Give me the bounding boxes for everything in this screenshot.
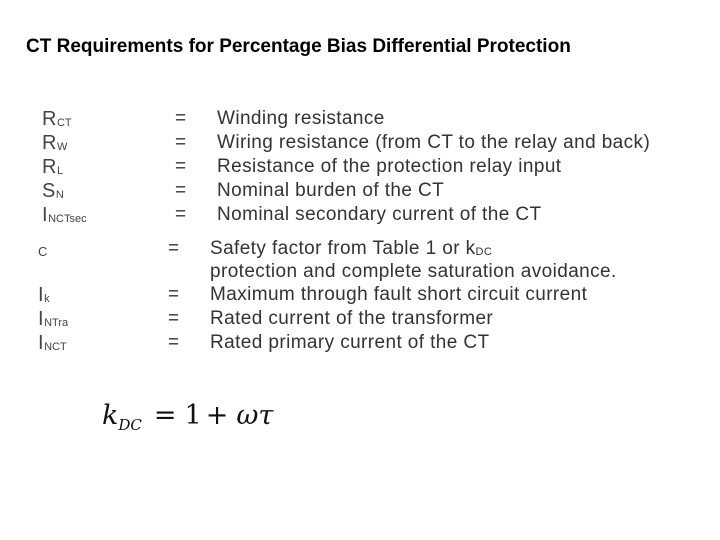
- definition-text: Nominal secondary current of the CT: [217, 204, 542, 225]
- symbol: [38, 308, 68, 331]
- equals-sign: =: [168, 332, 180, 353]
- symbol-letter: I: [38, 332, 45, 354]
- symbol-subscript: W: [56, 141, 68, 153]
- formula-omega-tau: ωτ: [236, 400, 274, 431]
- definition-text: [210, 238, 492, 260]
- symbol: [42, 180, 64, 203]
- definition-text: Resistance of the protection relay input: [217, 156, 562, 177]
- definition-row: [0, 156, 720, 180]
- symbol-letter: R: [42, 108, 57, 130]
- definition-row: [0, 204, 720, 228]
- symbol-subscript: NCT: [44, 341, 67, 353]
- definition-text: Wiring resistance (from CT to the relay and back): [217, 132, 651, 153]
- equals-sign: =: [175, 204, 187, 225]
- equals-sign: =: [175, 132, 187, 153]
- definition-text: Winding resistance: [217, 108, 385, 129]
- definition-text-subscript: DC: [475, 246, 493, 258]
- formula-one: 1: [184, 400, 202, 431]
- definition-row: [0, 284, 720, 308]
- slide-title: CT Requirements for Percentage Bias Differential Protection: [26, 36, 571, 57]
- definition-text: Nominal burden of the CT: [217, 180, 445, 201]
- symbol: [38, 244, 48, 260]
- definition-text: Rated primary current of the CT: [210, 332, 490, 353]
- symbol-subscript: N: [55, 189, 64, 201]
- symbol-subscript: CT: [56, 117, 72, 129]
- definition-row: [0, 332, 720, 356]
- symbol-subscript: NCTsec: [48, 213, 87, 225]
- definition-row: [0, 308, 720, 332]
- equals-sign: =: [168, 284, 180, 305]
- symbol-letter: S: [42, 180, 56, 202]
- symbol: [42, 108, 72, 131]
- symbol-letter: I: [38, 284, 45, 306]
- definition-row: [0, 180, 720, 204]
- equals-sign: =: [175, 156, 187, 177]
- symbol-letter: R: [42, 132, 57, 154]
- symbol: [38, 332, 67, 355]
- symbol-letter: I: [38, 308, 45, 330]
- definition-row: [0, 238, 720, 286]
- symbol-subscript: L: [56, 165, 64, 177]
- equals-sign: =: [168, 308, 180, 329]
- definition-row: [0, 132, 720, 156]
- definition-text-main: Safety factor from Table 1 or k: [210, 238, 476, 259]
- symbol: [42, 204, 87, 227]
- definition-text: Rated current of the transformer: [210, 308, 494, 329]
- symbol-subscript: NTra: [44, 317, 69, 329]
- equals-sign: =: [175, 180, 187, 201]
- symbol-letter: R: [42, 156, 57, 178]
- symbol-letter: C: [38, 244, 48, 259]
- definition-row: [0, 108, 720, 132]
- kdc-formula: [102, 400, 273, 434]
- symbol-subscript: k: [44, 293, 50, 305]
- symbol: [42, 132, 67, 155]
- equals-sign: =: [168, 238, 180, 259]
- symbol: [38, 284, 50, 307]
- formula-plus: +: [205, 400, 229, 431]
- formula-equals: =: [153, 400, 177, 431]
- equals-sign: =: [175, 108, 187, 129]
- symbol-letter: I: [42, 204, 49, 226]
- definition-text: Maximum through fault short circuit current: [210, 284, 588, 305]
- definition-text-continued: protection and complete saturation avoidance.: [210, 261, 617, 282]
- formula-lhs-subscript: DC: [118, 416, 142, 434]
- symbol: [42, 156, 63, 179]
- formula-lhs: k: [102, 400, 119, 431]
